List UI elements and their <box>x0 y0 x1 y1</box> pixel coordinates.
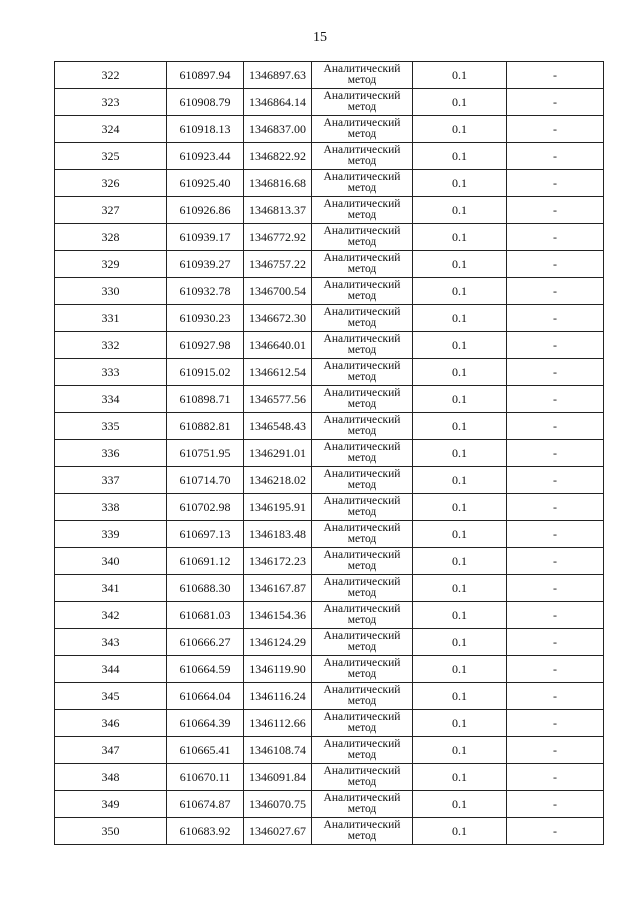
note-cell: - <box>507 710 604 737</box>
note-cell: - <box>507 332 604 359</box>
method-line-1: Аналитический <box>323 468 401 480</box>
method-cell <box>312 197 413 224</box>
method-line-2: метод <box>347 371 377 383</box>
note-cell: - <box>507 359 604 386</box>
point-number-cell: 328 <box>55 224 167 251</box>
accuracy-cell: 0.1 <box>413 197 507 224</box>
table-row <box>55 62 604 89</box>
x-coordinate-cell: 610939.17 <box>167 224 244 251</box>
table-row <box>55 251 604 278</box>
x-coordinate-cell: 610930.23 <box>167 305 244 332</box>
method-cell <box>312 737 413 764</box>
x-coordinate-cell: 610664.04 <box>167 683 244 710</box>
method-cell <box>312 143 413 170</box>
point-number-cell: 340 <box>55 548 167 575</box>
method-cell <box>312 278 413 305</box>
accuracy-cell: 0.1 <box>413 548 507 575</box>
x-coordinate-cell: 610666.27 <box>167 629 244 656</box>
note-cell: - <box>507 818 604 845</box>
x-coordinate-cell: 610681.03 <box>167 602 244 629</box>
method-line-1: Аналитический <box>323 306 401 318</box>
coordinates-table-body <box>55 62 604 845</box>
y-coordinate-cell: 1346027.67 <box>244 818 312 845</box>
x-coordinate-cell: 610697.13 <box>167 521 244 548</box>
table-row <box>55 629 604 656</box>
method-line-2: метод <box>347 263 377 275</box>
method-line-2: метод <box>347 290 377 302</box>
note-cell: - <box>507 656 604 683</box>
method-cell <box>312 440 413 467</box>
accuracy-cell: 0.1 <box>413 521 507 548</box>
y-coordinate-cell: 1346813.37 <box>244 197 312 224</box>
point-number-cell: 341 <box>55 575 167 602</box>
note-cell: - <box>507 575 604 602</box>
note-cell: - <box>507 440 604 467</box>
accuracy-cell: 0.1 <box>413 62 507 89</box>
method-cell <box>312 710 413 737</box>
method-line-1: Аналитический <box>323 657 401 669</box>
accuracy-cell: 0.1 <box>413 629 507 656</box>
y-coordinate-cell: 1346837.00 <box>244 116 312 143</box>
method-line-2: метод <box>347 155 377 167</box>
coordinates-table <box>54 61 604 845</box>
x-coordinate-cell: 610702.98 <box>167 494 244 521</box>
table-row <box>55 737 604 764</box>
y-coordinate-cell: 1346672.30 <box>244 305 312 332</box>
accuracy-cell: 0.1 <box>413 764 507 791</box>
note-cell: - <box>507 494 604 521</box>
point-number-cell: 348 <box>55 764 167 791</box>
table-row <box>55 332 604 359</box>
method-line-1: Аналитический <box>323 522 401 534</box>
point-number-cell: 335 <box>55 413 167 440</box>
method-line-1: Аналитический <box>323 792 401 804</box>
x-coordinate-cell: 610664.39 <box>167 710 244 737</box>
accuracy-cell: 0.1 <box>413 386 507 413</box>
method-cell <box>312 656 413 683</box>
method-line-1: Аналитический <box>323 387 401 399</box>
point-number-cell: 339 <box>55 521 167 548</box>
note-cell: - <box>507 386 604 413</box>
table-row <box>55 413 604 440</box>
point-number-cell: 324 <box>55 116 167 143</box>
method-line-1: Аналитический <box>323 576 401 588</box>
note-cell: - <box>507 737 604 764</box>
accuracy-cell: 0.1 <box>413 440 507 467</box>
method-line-2: метод <box>347 695 377 707</box>
accuracy-cell: 0.1 <box>413 683 507 710</box>
method-cell <box>312 413 413 440</box>
table-row <box>55 143 604 170</box>
method-line-2: метод <box>347 398 377 410</box>
x-coordinate-cell: 610691.12 <box>167 548 244 575</box>
note-cell: - <box>507 116 604 143</box>
method-line-1: Аналитический <box>323 414 401 426</box>
method-line-2: метод <box>347 614 377 626</box>
table-row <box>55 440 604 467</box>
method-cell <box>312 386 413 413</box>
x-coordinate-cell: 610927.98 <box>167 332 244 359</box>
accuracy-cell: 0.1 <box>413 710 507 737</box>
method-line-1: Аналитический <box>323 63 401 75</box>
method-line-1: Аналитический <box>323 441 401 453</box>
method-cell <box>312 818 413 845</box>
y-coordinate-cell: 1346195.91 <box>244 494 312 521</box>
point-number-cell: 334 <box>55 386 167 413</box>
method-line-1: Аналитический <box>323 360 401 372</box>
method-cell <box>312 89 413 116</box>
note-cell: - <box>507 683 604 710</box>
method-line-1: Аналитический <box>323 333 401 345</box>
y-coordinate-cell: 1346112.66 <box>244 710 312 737</box>
accuracy-cell: 0.1 <box>413 278 507 305</box>
table-row <box>55 764 604 791</box>
point-number-cell: 346 <box>55 710 167 737</box>
method-line-1: Аналитический <box>323 738 401 750</box>
note-cell: - <box>507 602 604 629</box>
accuracy-cell: 0.1 <box>413 818 507 845</box>
accuracy-cell: 0.1 <box>413 332 507 359</box>
accuracy-cell: 0.1 <box>413 575 507 602</box>
y-coordinate-cell: 1346612.54 <box>244 359 312 386</box>
method-line-2: метод <box>347 101 377 113</box>
method-line-1: Аналитический <box>323 684 401 696</box>
method-line-1: Аналитический <box>323 279 401 291</box>
method-cell <box>312 251 413 278</box>
point-number-cell: 322 <box>55 62 167 89</box>
x-coordinate-cell: 610918.13 <box>167 116 244 143</box>
table-row <box>55 683 604 710</box>
y-coordinate-cell: 1346183.48 <box>244 521 312 548</box>
method-line-2: метод <box>347 587 377 599</box>
method-cell <box>312 791 413 818</box>
accuracy-cell: 0.1 <box>413 143 507 170</box>
note-cell: - <box>507 62 604 89</box>
note-cell: - <box>507 764 604 791</box>
point-number-cell: 323 <box>55 89 167 116</box>
method-line-2: метод <box>347 506 377 518</box>
accuracy-cell: 0.1 <box>413 359 507 386</box>
y-coordinate-cell: 1346577.56 <box>244 386 312 413</box>
point-number-cell: 343 <box>55 629 167 656</box>
method-line-2: метод <box>347 425 377 437</box>
method-line-2: метод <box>347 830 377 842</box>
method-line-2: метод <box>347 641 377 653</box>
method-cell <box>312 602 413 629</box>
note-cell: - <box>507 170 604 197</box>
note-cell: - <box>507 278 604 305</box>
method-line-1: Аналитический <box>323 117 401 129</box>
method-cell <box>312 62 413 89</box>
note-cell: - <box>507 305 604 332</box>
method-cell <box>312 629 413 656</box>
method-cell <box>312 548 413 575</box>
table-row <box>55 602 604 629</box>
accuracy-cell: 0.1 <box>413 467 507 494</box>
method-cell <box>312 359 413 386</box>
method-line-2: метод <box>347 722 377 734</box>
x-coordinate-cell: 610926.86 <box>167 197 244 224</box>
y-coordinate-cell: 1346119.90 <box>244 656 312 683</box>
y-coordinate-cell: 1346897.63 <box>244 62 312 89</box>
point-number-cell: 329 <box>55 251 167 278</box>
note-cell: - <box>507 791 604 818</box>
method-cell <box>312 521 413 548</box>
method-line-1: Аналитический <box>323 90 401 102</box>
method-line-1: Аналитический <box>323 171 401 183</box>
table-row <box>55 197 604 224</box>
x-coordinate-cell: 610751.95 <box>167 440 244 467</box>
y-coordinate-cell: 1346822.92 <box>244 143 312 170</box>
method-line-1: Аналитический <box>323 252 401 264</box>
y-coordinate-cell: 1346167.87 <box>244 575 312 602</box>
accuracy-cell: 0.1 <box>413 494 507 521</box>
accuracy-cell: 0.1 <box>413 656 507 683</box>
table-row <box>55 467 604 494</box>
point-number-cell: 336 <box>55 440 167 467</box>
method-line-2: метод <box>347 344 377 356</box>
y-coordinate-cell: 1346864.14 <box>244 89 312 116</box>
method-line-2: метод <box>347 560 377 572</box>
y-coordinate-cell: 1346772.92 <box>244 224 312 251</box>
x-coordinate-cell: 610932.78 <box>167 278 244 305</box>
x-coordinate-cell: 610683.92 <box>167 818 244 845</box>
point-number-cell: 350 <box>55 818 167 845</box>
table-row <box>55 170 604 197</box>
x-coordinate-cell: 610939.27 <box>167 251 244 278</box>
table-row <box>55 818 604 845</box>
method-cell <box>312 575 413 602</box>
point-number-cell: 345 <box>55 683 167 710</box>
method-line-2: метод <box>347 776 377 788</box>
accuracy-cell: 0.1 <box>413 305 507 332</box>
method-line-2: метод <box>347 452 377 464</box>
method-line-1: Аналитический <box>323 711 401 723</box>
y-coordinate-cell: 1346548.43 <box>244 413 312 440</box>
accuracy-cell: 0.1 <box>413 89 507 116</box>
method-line-2: метод <box>347 749 377 761</box>
y-coordinate-cell: 1346172.23 <box>244 548 312 575</box>
method-line-2: метод <box>347 128 377 140</box>
y-coordinate-cell: 1346116.24 <box>244 683 312 710</box>
accuracy-cell: 0.1 <box>413 602 507 629</box>
method-line-2: метод <box>347 74 377 86</box>
y-coordinate-cell: 1346640.01 <box>244 332 312 359</box>
table-row <box>55 359 604 386</box>
table-row <box>55 305 604 332</box>
accuracy-cell: 0.1 <box>413 224 507 251</box>
y-coordinate-cell: 1346091.84 <box>244 764 312 791</box>
y-coordinate-cell: 1346124.29 <box>244 629 312 656</box>
method-cell <box>312 764 413 791</box>
x-coordinate-cell: 610688.30 <box>167 575 244 602</box>
note-cell: - <box>507 251 604 278</box>
table-row <box>55 89 604 116</box>
x-coordinate-cell: 610897.94 <box>167 62 244 89</box>
point-number-cell: 347 <box>55 737 167 764</box>
y-coordinate-cell: 1346108.74 <box>244 737 312 764</box>
y-coordinate-cell: 1346700.54 <box>244 278 312 305</box>
table-row <box>55 710 604 737</box>
point-number-cell: 332 <box>55 332 167 359</box>
point-number-cell: 333 <box>55 359 167 386</box>
y-coordinate-cell: 1346757.22 <box>244 251 312 278</box>
table-row <box>55 791 604 818</box>
method-line-2: метод <box>347 236 377 248</box>
method-line-1: Аналитический <box>323 144 401 156</box>
x-coordinate-cell: 610674.87 <box>167 791 244 818</box>
point-number-cell: 342 <box>55 602 167 629</box>
method-line-1: Аналитический <box>323 765 401 777</box>
accuracy-cell: 0.1 <box>413 737 507 764</box>
table-row <box>55 521 604 548</box>
table-row <box>55 494 604 521</box>
accuracy-cell: 0.1 <box>413 116 507 143</box>
method-line-1: Аналитический <box>323 630 401 642</box>
point-number-cell: 327 <box>55 197 167 224</box>
point-number-cell: 326 <box>55 170 167 197</box>
method-line-2: метод <box>347 209 377 221</box>
table-row <box>55 548 604 575</box>
accuracy-cell: 0.1 <box>413 251 507 278</box>
note-cell: - <box>507 467 604 494</box>
y-coordinate-cell: 1346070.75 <box>244 791 312 818</box>
point-number-cell: 349 <box>55 791 167 818</box>
x-coordinate-cell: 610898.71 <box>167 386 244 413</box>
method-line-2: метод <box>347 803 377 815</box>
y-coordinate-cell: 1346218.02 <box>244 467 312 494</box>
page-number: 15 <box>313 30 327 45</box>
table-row <box>55 386 604 413</box>
x-coordinate-cell: 610925.40 <box>167 170 244 197</box>
table-row <box>55 656 604 683</box>
method-line-2: метод <box>347 182 377 194</box>
note-cell: - <box>507 548 604 575</box>
x-coordinate-cell: 610665.41 <box>167 737 244 764</box>
x-coordinate-cell: 610882.81 <box>167 413 244 440</box>
x-coordinate-cell: 610915.02 <box>167 359 244 386</box>
method-cell <box>312 332 413 359</box>
point-number-cell: 337 <box>55 467 167 494</box>
point-number-cell: 325 <box>55 143 167 170</box>
note-cell: - <box>507 143 604 170</box>
point-number-cell: 338 <box>55 494 167 521</box>
method-line-1: Аналитический <box>323 603 401 615</box>
method-line-1: Аналитический <box>323 225 401 237</box>
point-number-cell: 331 <box>55 305 167 332</box>
note-cell: - <box>507 629 604 656</box>
accuracy-cell: 0.1 <box>413 170 507 197</box>
accuracy-cell: 0.1 <box>413 791 507 818</box>
x-coordinate-cell: 610714.70 <box>167 467 244 494</box>
method-line-2: метод <box>347 668 377 680</box>
method-cell <box>312 170 413 197</box>
method-line-1: Аналитический <box>323 198 401 210</box>
note-cell: - <box>507 197 604 224</box>
table-row <box>55 278 604 305</box>
method-line-1: Аналитический <box>323 819 401 831</box>
method-cell <box>312 683 413 710</box>
y-coordinate-cell: 1346291.01 <box>244 440 312 467</box>
method-cell <box>312 467 413 494</box>
x-coordinate-cell: 610670.11 <box>167 764 244 791</box>
table-row <box>55 116 604 143</box>
y-coordinate-cell: 1346816.68 <box>244 170 312 197</box>
accuracy-cell: 0.1 <box>413 413 507 440</box>
table-row <box>55 224 604 251</box>
note-cell: - <box>507 89 604 116</box>
x-coordinate-cell: 610664.59 <box>167 656 244 683</box>
note-cell: - <box>507 224 604 251</box>
x-coordinate-cell: 610908.79 <box>167 89 244 116</box>
y-coordinate-cell: 1346154.36 <box>244 602 312 629</box>
note-cell: - <box>507 413 604 440</box>
method-cell <box>312 494 413 521</box>
method-cell <box>312 305 413 332</box>
point-number-cell: 330 <box>55 278 167 305</box>
method-line-2: метод <box>347 479 377 491</box>
method-cell <box>312 116 413 143</box>
point-number-cell: 344 <box>55 656 167 683</box>
method-line-2: метод <box>347 317 377 329</box>
method-cell <box>312 224 413 251</box>
x-coordinate-cell: 610923.44 <box>167 143 244 170</box>
table-row <box>55 575 604 602</box>
method-line-1: Аналитический <box>323 495 401 507</box>
note-cell: - <box>507 521 604 548</box>
method-line-2: метод <box>347 533 377 545</box>
method-line-1: Аналитический <box>323 549 401 561</box>
